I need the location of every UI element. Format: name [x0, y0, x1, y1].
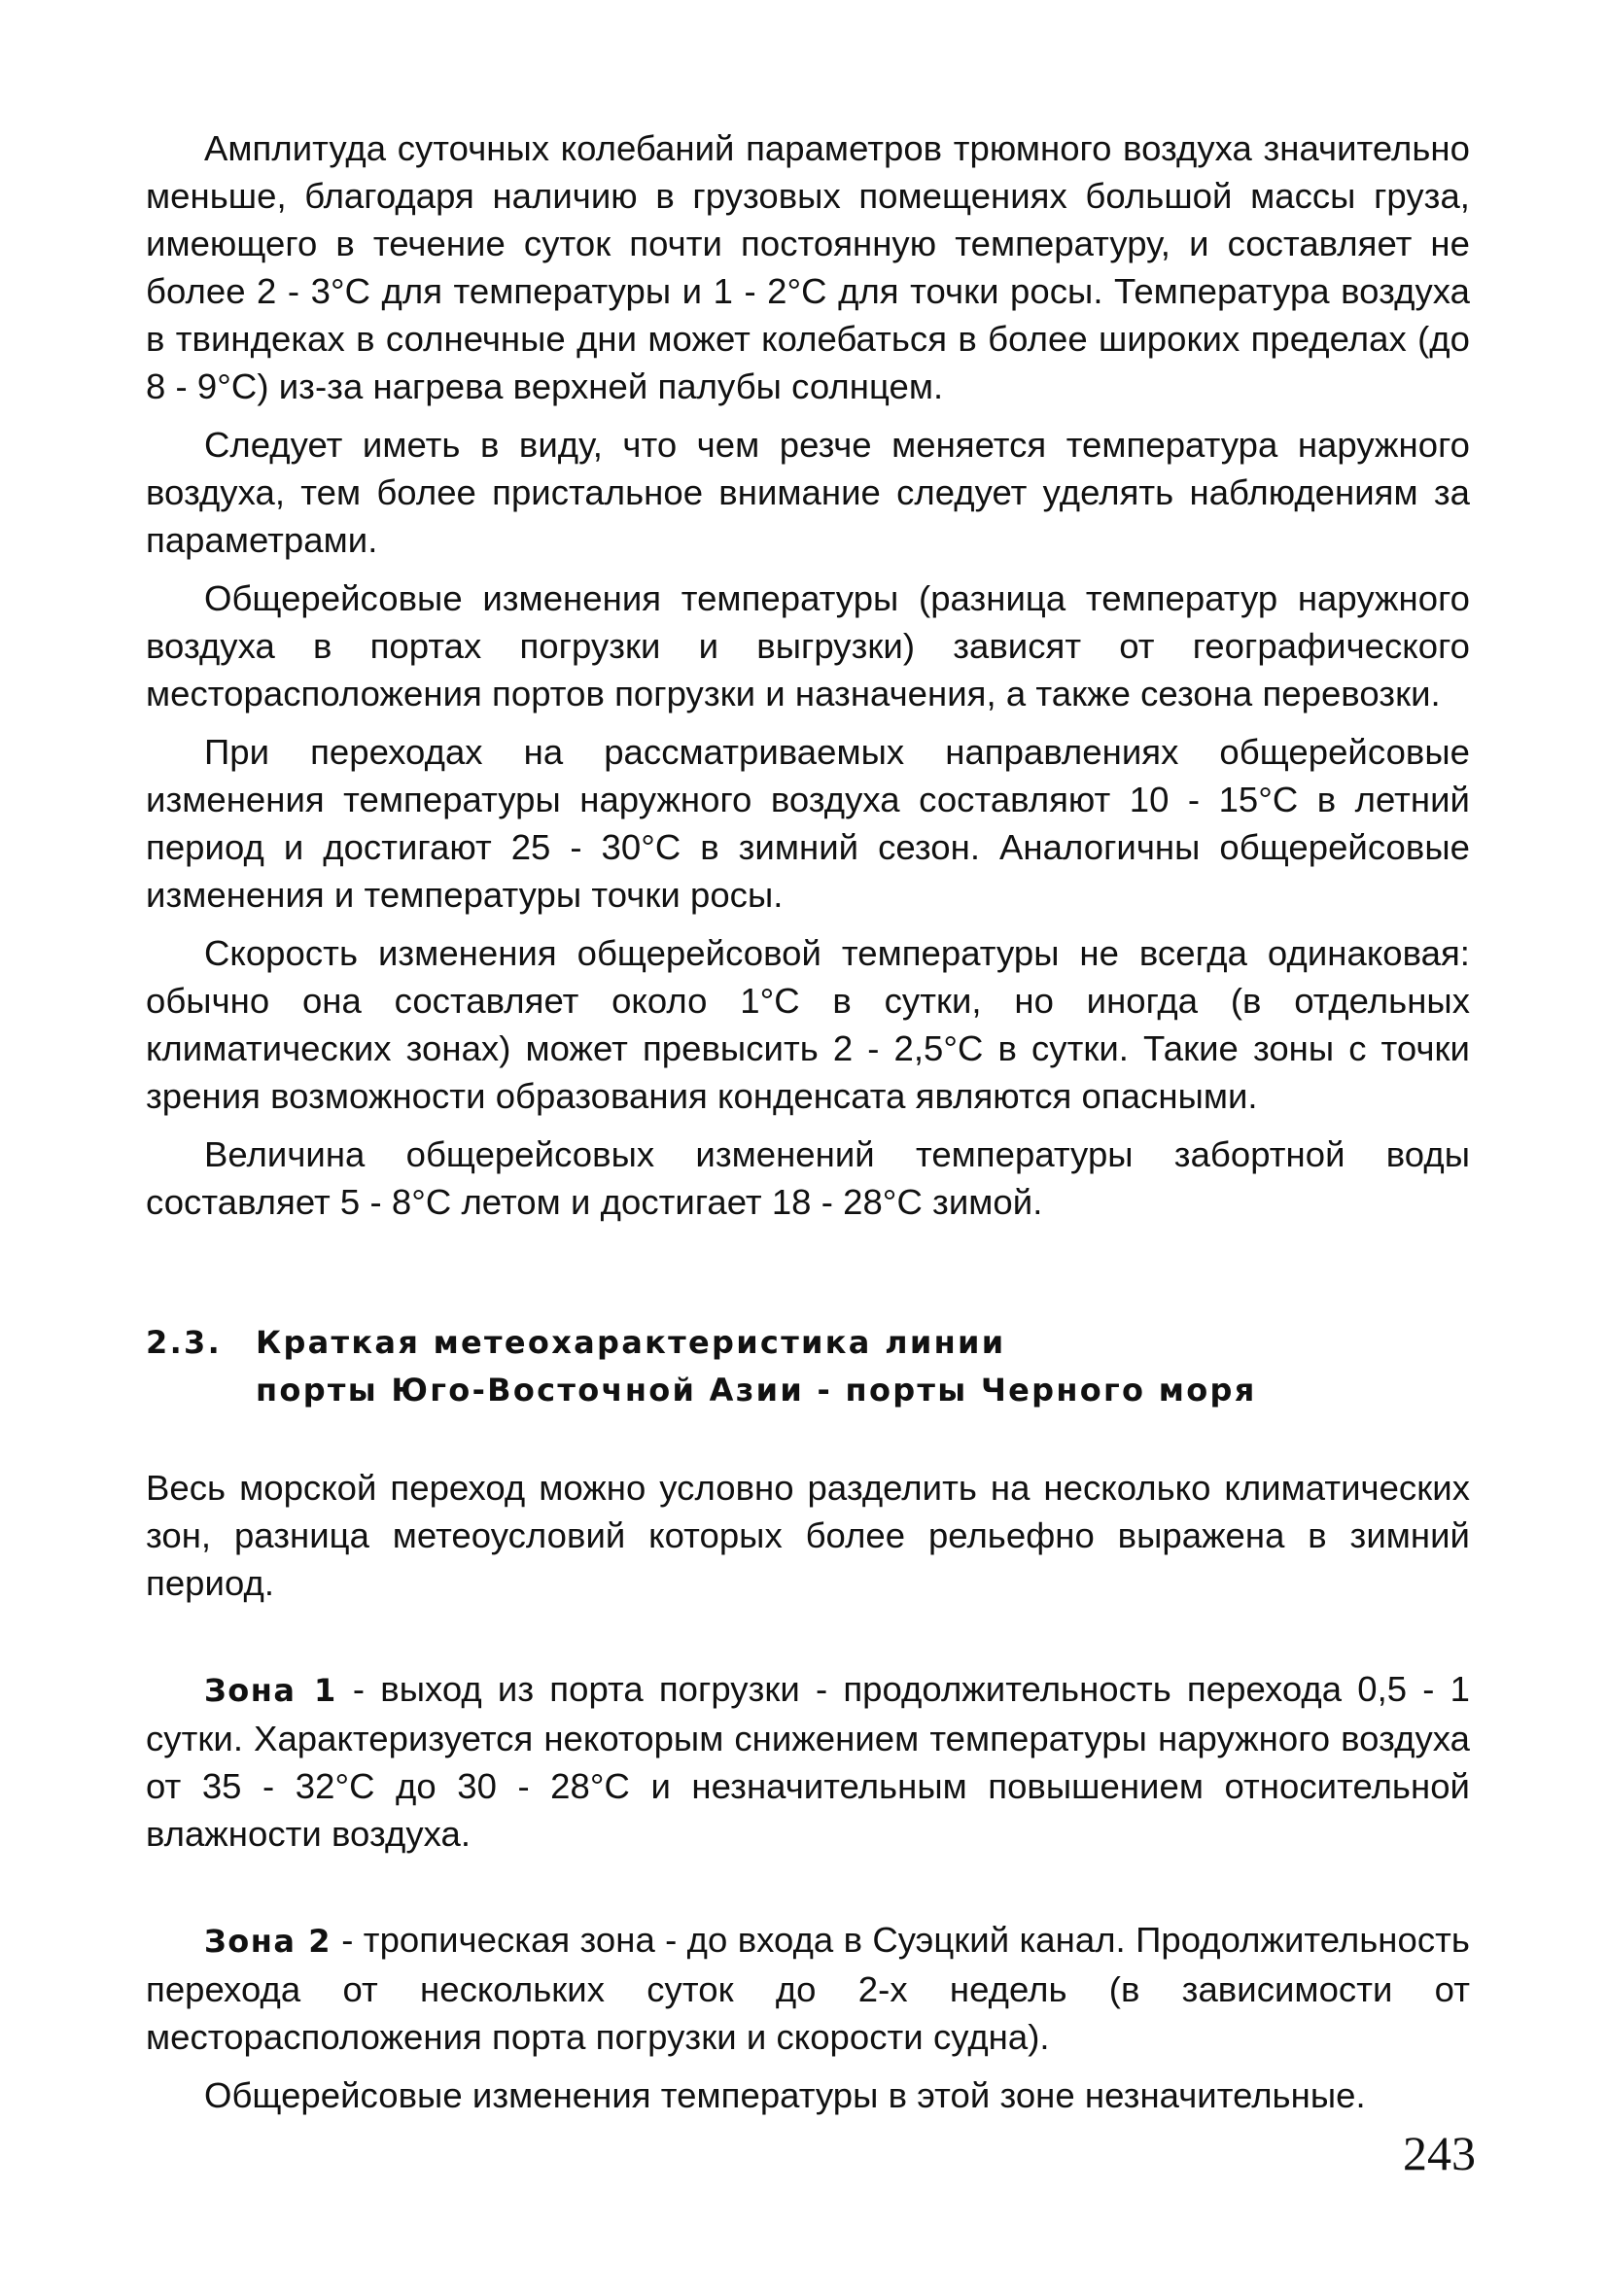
- zone-2-label: Зона 2: [204, 1923, 332, 1960]
- zone-2-text: - тропическая зона - до входа в Суэцкий канал. Продолжительность перехода от нескольких суток до 2-х недель (в зависимости от месторасположения порта погрузки и скорости судна).: [146, 1920, 1470, 2057]
- paragraph-outside-temperature-note: Следует иметь в виду, что чем резче меняется температура наружного воздуха, тем более пристальное внимание следует уделять наблюдениям за параметрами.: [146, 425, 1470, 560]
- paragraph-cargo-hold-amplitude: Амплитуда суточных колебаний параметров трюмного воздуха значительно меньше, благодаря наличию в грузовых помещениях большой массы груза, имеющего в течение суток почти постоянную температуру, и составляет не более 2 - 3°С для температуры и 1 - 2°С для точки росы. Температура воздуха в твиндеках в солнечные дни может колебаться в более широких пределах (до 8 - 9°С) из-за нагрева верхней палубы солнцем.: [146, 128, 1470, 406]
- section-heading: [146, 1319, 1470, 1414]
- paragraph-seawater-temperature: Величина общерейсовых изменений температуры забортной воды составляет 5 - 8°С летом и достигает 18 - 28°С зимой.: [146, 1134, 1470, 1222]
- paragraph-route-temperature-ranges: При переходах на рассматриваемых направлениях общерейсовые изменения температуры наружного воздуха составляют 10 - 15°С в летний период и достигают 25 - 30°С в зимний сезон. Аналогичны общерейсовые изменения и температуры точки росы.: [146, 732, 1470, 915]
- page-body: [146, 124, 1470, 2130]
- zone-1-label: Зона 1: [204, 1672, 337, 1709]
- paragraph-voyage-temperature-changes: Общерейсовые изменения температуры (разница температур наружного воздуха в портах погрузки и выгрузки) зависят от географического месторасположения портов погрузки и назначения, а также сезона перевозки.: [146, 578, 1470, 713]
- paragraph-temperature-change-rate: Скорость изменения общерейсовой температуры не всегда одинаковая: обычно она составляет около 1°С в сутки, но иногда (в отдельных климатических зонах) может превысить 2 - 2,5°С в сутки. Такие зоны с точки зрения возможности образования конденсата являются опасными.: [146, 933, 1470, 1116]
- paragraph-zone-2-closing: Общерейсовые изменения температуры в этой зоне незначительные.: [204, 2075, 1366, 2115]
- section-number: 2.3.: [146, 1324, 223, 1361]
- paragraph-zone-2: [146, 1916, 1470, 2061]
- paragraph-climate-zones-intro: Весь морской переход можно условно разделить на несколько климатических зон, разница метеоусловий которых более рельефно выражена в зимний период.: [146, 1468, 1470, 1603]
- section-title-line-2: порты Юго-Восточной Азии - порты Черного моря: [256, 1372, 1257, 1409]
- section-title-line-1: Краткая метеохарактеристика линии: [256, 1324, 1006, 1361]
- zone-1-text: - выход из порта погрузки - продолжительность перехода 0,5 - 1 сутки. Характеризуется некоторым снижением температуры наружного воздуха от 35 - 32°С до 30 - 28°С и незначительным повышением относительной влажности воздуха.: [146, 1669, 1470, 1854]
- page-number: 243: [1403, 2126, 1476, 2180]
- paragraph-zone-1: [146, 1665, 1470, 1858]
